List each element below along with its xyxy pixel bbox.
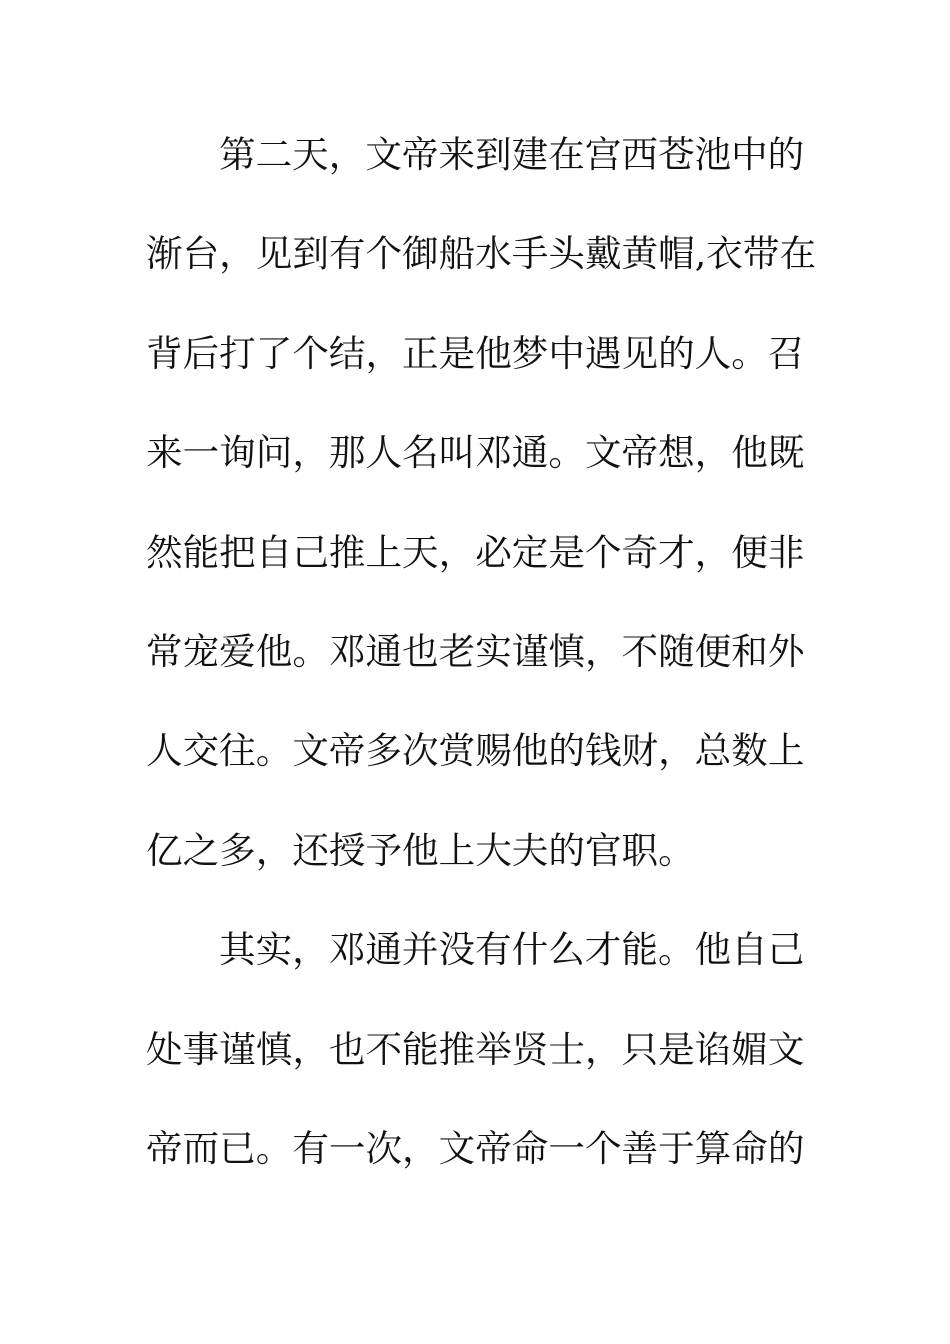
paragraph-1-line-3: 背后打了个结，正是他梦中遇见的人。召	[146, 331, 805, 375]
document-body	[146, 124, 816, 1217]
paragraph-1-line-7: 人交往。文帝多次赏赐他的钱财，总数上	[146, 729, 805, 773]
paragraph-1-line-2: 渐台，见到有个御船水手头戴黄帽,衣带在	[146, 232, 817, 276]
paragraph-2-line-2: 处事谨慎，也不能推举贤士，只是谄媚文	[146, 1027, 805, 1071]
paragraph-1-line-5: 然能把自己推上天，必定是个奇才，便非	[146, 530, 805, 574]
paragraph-1-line-1: 第二天，文帝来到建在宫西苍池中的	[219, 133, 805, 176]
paragraph-1-line-4: 来一询问，那人名叫邓通。文帝想，他既	[146, 431, 805, 475]
paragraph-1-line-8: 亿之多，还授予他上大夫的官职。	[146, 828, 695, 872]
paragraph-2-line-3: 帝而已。有一次，文帝命一个善于算命的	[146, 1126, 805, 1170]
paragraph-1-line-6: 常宠爱他。邓通也老实谨慎，不随便和外	[146, 629, 805, 673]
paragraph-2-line-1: 其实，邓通并没有什么才能。他自己	[219, 928, 805, 972]
